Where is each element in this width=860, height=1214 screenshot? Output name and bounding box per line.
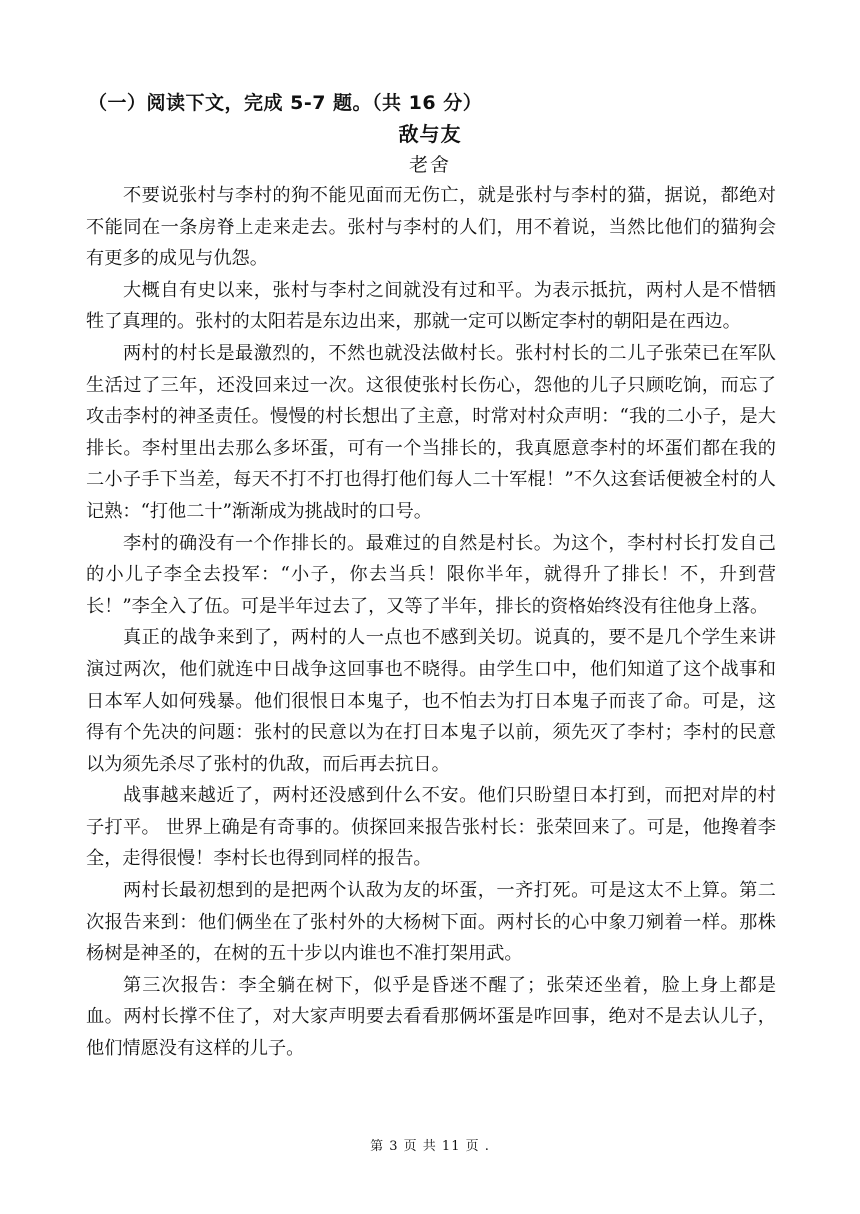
paragraph: 战事越来越近了，两村还没感到什么不安。他们只盼望日本打到，而把对岸的村子打平。 世界上确是有奇事的。侦探回来报告张村长：张荣回来了。可是，他搀着李全，走得很慢！李村长也得到同样的报告。 <box>86 785 776 870</box>
section-heading: （一）阅读下文，完成 5-7 题。（共 16 分） <box>88 92 483 114</box>
paragraph: 两村的村长是最激烈的，不然也就没法做村长。张村村长的二儿子张荣已在军队生活过了三年，还没回来过一次。这很使张村长伤心，怨他的儿子只顾吃饷，而忘了攻击李村的神圣责任。慢慢的村长想出了主意，时常对村众声明：“我的二小子，是大排长。李村里出去那么多坏蛋，可有一个当排长的，我真愿意李村的坏蛋们都在我的二小子手下当差，每天不打不打也得打他们每人二十军棍！”不久这套话便被全村的人记熟：“打他二十”渐渐成为挑战时的口号。 <box>86 342 776 522</box>
article-title: 敌与友 <box>398 122 462 146</box>
article-body <box>86 180 776 1065</box>
paragraph: 两村长最初想到的是把两个认敌为友的坏蛋，一齐打死。可是这太不上算。第二次报告来到：他们俩坐在了张村外的大杨树下面。两村长的心中象刀剜着一样。那株杨树是神圣的，在树的五十步以内谁也不准打架用武。 <box>86 880 776 965</box>
paragraph: 第三次报告：李全躺在树下，似乎是昏迷不醒了；张荣还坐着，脸上身上都是血。两村长撑不住了，对大家声明要去看看那俩坏蛋是咋回事，绝对不是去认儿子，他们情愿没有这样的儿子。 <box>86 974 776 1060</box>
page-footer: 第 3 页 共 11 页 . <box>370 1139 490 1154</box>
paragraph: 不要说张村与李村的狗不能见面而无伤亡，就是张村与李村的猫，据说，都绝对不能同在一条房脊上走来走去。张村与李村的人们，用不着说，当然比他们的猫狗会有更多的成见与仇怨。 <box>86 185 776 270</box>
paragraph: 大概自有史以来，张村与李村之间就没有过和平。为表示抵抗，两村人是不惜牺牲了真理的。张村的太阳若是东边出来，那就一定可以断定李村的朝阳是在西边。 <box>86 279 776 333</box>
article-author: 老舍 <box>408 154 451 176</box>
paragraph: 真正的战争来到了，两村的人一点也不感到关切。说真的，要不是几个学生来讲演过两次，他们就连中日战争这回事也不晓得。由学生口中，他们知道了这个战事和日本军人如何残暴。他们很恨日本鬼子，也不怕去为打日本鬼子而丧了命。可是，这得有个先决的问题：张村的民意以为在打日本鬼子以前，须先灭了李村；李村的民意以为须先杀尽了张村的仇敌，而后再去抗日。 <box>86 627 776 775</box>
paragraph: 李村的确没有一个作排长的。最难过的自然是村长。为这个，李村村长打发自己的小儿子李全去投军：“小子，你去当兵！限你半年，就得升了排长！不，升到营长！”李全入了伍。可是半年过去了，又等了半年，排长的资格始终没有往他身上落。 <box>86 532 776 617</box>
